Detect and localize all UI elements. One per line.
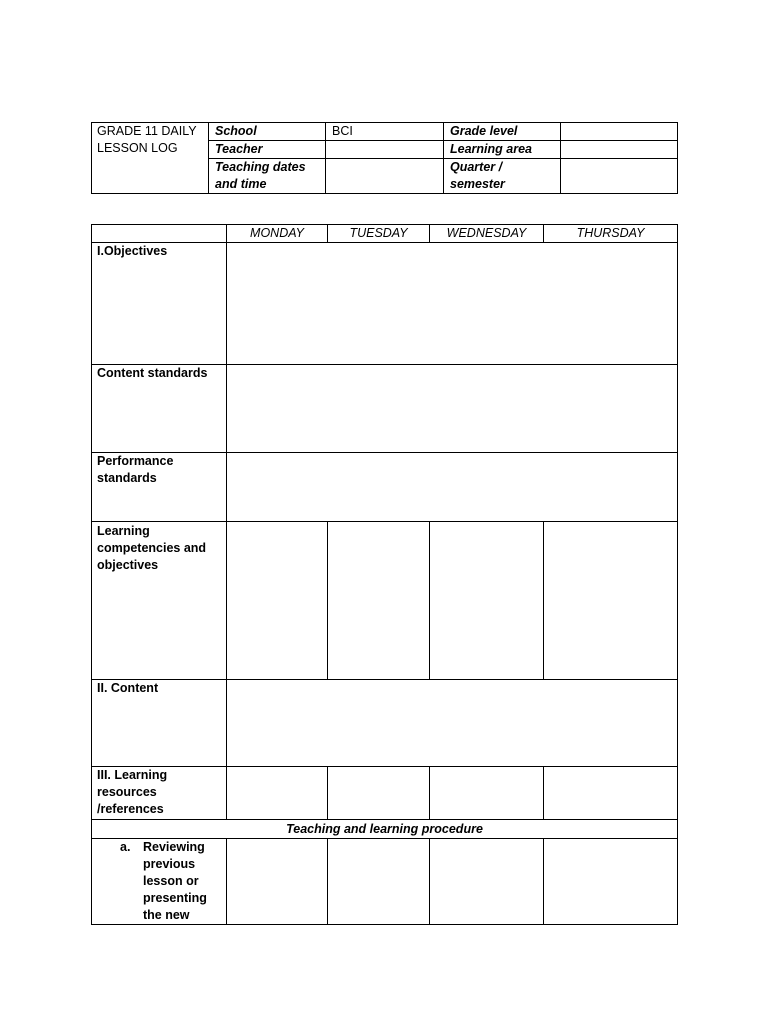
day-header-thursday: THURSDAY <box>576 226 645 240</box>
day-col-line <box>429 521 430 680</box>
day-header-tuesday: TUESDAY <box>349 226 408 240</box>
day-col-line <box>327 521 328 680</box>
content-label: II. Content <box>97 681 159 695</box>
school-label: School <box>215 124 257 138</box>
lesson-log-title: GRADE 11 DAILY LESSON LOG <box>97 124 197 155</box>
learning-competencies-label: Learning competencies and objectives <box>97 524 207 572</box>
row-line <box>91 452 678 453</box>
label-col-line <box>226 224 227 820</box>
header-border-left <box>91 122 92 194</box>
learning-area-label: Learning area <box>450 142 532 156</box>
row-line <box>91 819 678 820</box>
label-col-line <box>226 838 227 925</box>
day-col-line <box>327 838 328 925</box>
objectives-label: I.Objectives <box>97 244 168 258</box>
procedure-item-a-marker: a. <box>120 840 131 854</box>
teacher-label: Teacher <box>215 142 263 156</box>
row-line <box>91 521 678 522</box>
row-line <box>91 766 678 767</box>
header-row-line <box>208 140 678 141</box>
main-border-bottom <box>91 924 678 925</box>
school-value: BCI <box>332 124 353 138</box>
day-col-line <box>327 766 328 820</box>
day-header-wednesday: WEDNESDAY <box>446 226 527 240</box>
row-line <box>91 679 678 680</box>
day-col-line <box>429 766 430 820</box>
day-col-line <box>543 838 544 925</box>
procedure-header: Teaching and learning procedure <box>286 822 483 836</box>
performance-standards-label: Performance standards <box>97 454 174 485</box>
procedure-item-a-text: Reviewing previous lesson or presenting the new <box>143 840 207 922</box>
day-header-monday: MONDAY <box>250 226 304 240</box>
grade-level-label: Grade level <box>450 124 518 138</box>
day-col-line <box>429 838 430 925</box>
content-standards-label: Content standards <box>97 366 208 380</box>
learning-resources-label: III. Learning resources /references <box>97 768 168 816</box>
day-col-line <box>543 766 544 820</box>
quarter-semester-label: Quarter / semester <box>450 160 505 191</box>
day-col-line <box>543 521 544 680</box>
row-line <box>91 242 678 243</box>
teaching-dates-label: Teaching dates and time <box>215 160 306 191</box>
header-border-bottom <box>91 193 678 194</box>
